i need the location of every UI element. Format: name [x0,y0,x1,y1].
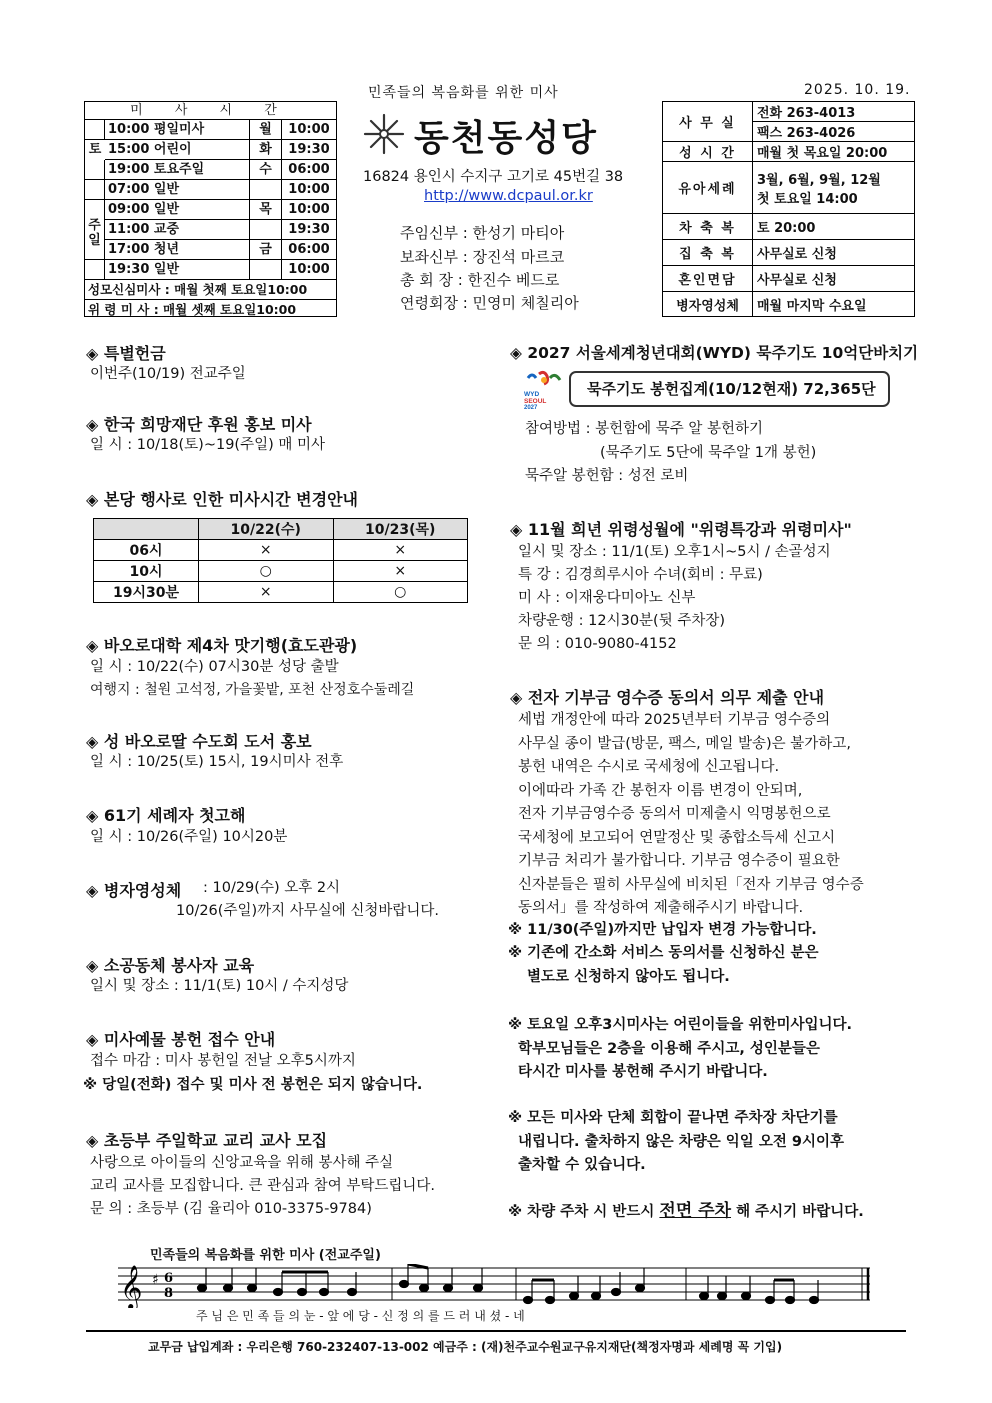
footer-account-info: 교무금 납입계좌 : 우리은행 760-232407-13-002 예금주 : (재)천주교수원교구유지재단(책정자명과 세례명 꼭 기입) [148,1340,783,1354]
saturday-label: 토 [85,140,105,160]
marriage-value: 사무실로 신청 [757,273,837,288]
wyd-logo-text: WYD [524,391,540,398]
mass-schedule-table [84,101,337,317]
office-label: 사 무 실 [663,102,753,141]
table-cell: × [199,540,334,561]
table-row [94,582,468,603]
mass-note: 위 령 미 사 : 매월 셋째 토요일10:00 [88,302,297,317]
table-header [94,519,199,540]
notice-parking-front [508,1200,864,1223]
baptism-months: 3월, 6월, 9월, 12월 [757,172,881,188]
text-line: 전자 기부금영수증 동의서 미제출시 익명봉헌으로 [518,806,831,822]
section-text: 특 강 : 김경희루시아 수녀(회비 : 무료) [518,567,763,583]
mass-row [85,120,336,140]
svg-text:SEOUL: SEOUL [524,398,547,405]
svg-text:6: 6 [164,1271,174,1286]
music-lyrics: 주 님 은 민 족 들 의 눈 - 앞 에 당 - 신 정 의 를 드 러 내 셨 - 네 [196,1309,525,1323]
section-text: 여행지 : 철원 고석정, 가을꽃밭, 포천 산정호수둘레길 [90,682,415,698]
clergy-line: 연령회장 : 민영미 체칠리아 [400,294,579,312]
house-blessing-value: 사무실로 신청 [757,247,837,262]
table-header: 10/23(목) [333,519,468,540]
car-blessing-label: 차 축 복 [663,214,753,239]
table-cell: 10시 [94,561,199,582]
section-title: ◈ 소공동체 봉사자 교육 [86,956,255,975]
table-row [94,561,468,582]
church-address: 16824 용인시 수지구 고기로 45번길 38 [363,169,624,185]
section-text: 미 사 : 이재웅다미아노 신부 [518,590,696,606]
mass-row [85,140,336,160]
top-motto: 민족들의 복음화를 위한 미사 [368,85,559,101]
mass-row [85,160,336,180]
table-cell: 19시30분 [94,582,199,603]
weekday-time: 19:30 [288,142,330,157]
mass-time: 15:00 어린이 [105,140,250,159]
mass-time: 17:00 청년 [105,240,250,259]
section-title: ◈ 초등부 주일학교 교리 교사 모집 [86,1131,328,1150]
weekday [250,260,282,279]
music-title: 민족들의 복음화를 위한 미사 (전교주일) [150,1248,381,1263]
text-line: 이에따라 가족 간 봉헌자 이름 변경이 안되며, [518,782,803,799]
section-text: 차량운행 : 12시30분(뒷 주차장) [518,613,725,629]
rosary-count-box: 묵주기도 봉헌집계(10/12현재) 72,365단 [569,371,890,407]
section-text: 일 시 : 10/22(수) 07시30분 성당 출발 [90,659,339,675]
bulletin-date: 2025. 10. 19. [804,82,911,98]
clergy-line: 보좌신부 : 장진석 마르코 [400,248,565,266]
notice-emphasis: 전면 주차 [659,1201,732,1221]
weekday [250,220,282,239]
svg-text:2027: 2027 [524,405,538,410]
section-text: : 10/29(수) 오후 2시 [203,880,341,896]
text-line: 동의서」를 작성하여 제출해주시기 바랍니다. [518,900,804,916]
section-text: 일 시 : 10/18(토)~19(주일) 매 미사 [90,437,326,453]
mass-row [85,240,336,260]
weekday [250,180,282,199]
svg-text:♯: ♯ [152,1272,159,1288]
section-text: 사랑으로 아이들의 신앙교육을 위해 봉사해 주실 [90,1155,394,1171]
section-text: (묵주기도 5단에 묵주알 1개 봉헌) [600,445,817,461]
weekday: 금 [250,240,282,259]
section-text: 접수 마감 : 미사 봉헌일 전날 오후5시까지 [90,1053,356,1069]
notice-parking-gate: ※ 모든 미사와 단체 회합이 끝나면 주차장 차단기를 [508,1110,838,1126]
text-line: 봉헌 내역은 수시로 국세청에 신고됩니다. [518,759,780,775]
car-blessing-value: 토 20:00 [757,221,816,236]
notice-kids-mass: 학부모님들은 2층을 이용해 주시고, 성인분들은 [518,1041,820,1057]
church-name: 동천동성당 [414,118,598,159]
baptism-time: 첫 토요일 14:00 [757,191,858,207]
receipt-notice-body [518,709,918,921]
text-line: 사무실 종이 발급(방문, 팩스, 메일 발송)은 불가하고, [518,735,851,752]
table-cell: ○ [199,561,334,582]
svg-text:8: 8 [164,1286,174,1301]
notice-kids-mass: 타시간 미사를 봉헌해 주시기 바랍니다. [518,1064,768,1080]
section-text: 이번주(10/19) 전교주일 [90,366,246,382]
office-phone: 전화 263-4013 [753,102,914,122]
sick-communion-value: 매월 마지막 수요일 [757,298,867,314]
section-text: 10/26(주일)까지 사무실에 신청바랍니다. [176,903,440,919]
notice-parking-gate: 내립니다. 출차하지 않은 차량은 익일 오전 9시이후 [518,1134,845,1150]
wyd-logo-icon [522,368,566,410]
mass-row [85,180,336,200]
sunday-label: 주일 [85,218,104,248]
weekday-time: 19:30 [288,222,330,237]
text-line: 국세청에 보고되어 연말정산 및 종합소득세 신고시 [518,829,836,846]
weekday: 월 [250,120,282,139]
clergy-line: 총 회 장 : 한진수 베드로 [400,271,560,289]
section-text: 묵주알 봉헌함 : 성전 로비 [525,468,689,484]
clergy-line: 주임신부 : 한성기 마티아 [400,224,565,242]
weekday: 화 [250,140,282,159]
section-notice: ※ 기존에 간소화 서비스 동의서를 신청하신 분은 [508,945,819,961]
mass-time: 10:00 평일미사 [105,120,250,139]
table-cell: × [199,582,334,603]
weekday-time: 10:00 [288,202,330,217]
church-website-link[interactable]: http://www.dcpaul.or.kr [424,188,593,204]
section-title: ◈ 전자 기부금 영수증 동의서 의무 제출 안내 [510,688,825,707]
baptism-label: 유아세례 [663,162,753,213]
mass-time: 07:00 일반 [105,180,250,199]
section-title: ◈ 병자영성체 [86,881,182,900]
music-staff [118,1264,884,1308]
notice-parking-gate: 출차할 수 있습니다. [518,1157,646,1173]
weekday-time: 10:00 [288,122,330,137]
section-text: 문 의 : 010-9080-4152 [518,636,677,652]
section-title: ◈ 한국 희망재단 후원 홍보 미사 [86,415,312,434]
weekday-time: 10:00 [288,182,330,197]
footer-divider [86,1330,906,1332]
text-line: 기부금 처리가 불가합니다. 기부금 영수증이 필요한 [518,853,840,869]
section-title: ◈ 바오로대학 제4차 맛기행(효도관광) [86,636,358,655]
office-fax: 팩스 263-4026 [757,126,856,141]
section-text: 일 시 : 10/25(토) 15시, 19시미사 전후 [90,754,344,770]
table-cell: ○ [333,582,468,603]
mass-time: 19:30 일반 [105,260,250,279]
table-header: 10/22(수) [199,519,334,540]
table-cell: × [333,540,468,561]
weekday: 수 [250,160,282,179]
section-title: ◈ 2027 서울세계청년대회(WYD) 묵주기도 10억단바치기 [510,344,919,362]
section-notice: ※ 11/30(주일)까지만 납입자 변경 가능합니다. [508,922,817,938]
sick-communion-label: 병자영성체 [663,292,753,316]
svg-text:𝄞: 𝄞 [120,1265,143,1308]
house-blessing-label: 집 축 복 [663,240,753,265]
section-notice: ※ 당일(전화) 접수 및 미사 전 봉헌은 되지 않습니다. [83,1077,423,1093]
mass-row [85,200,336,220]
text-line: 신자분들은 필히 사무실에 비치된「전자 기부금 영수증 [518,876,864,893]
mass-time: 19:00 토요주일 [105,160,250,179]
weekday-time: 06:00 [288,162,330,177]
weekday-time: 10:00 [288,262,330,277]
section-text: 일 시 : 10/26(주일) 10시20분 [90,829,288,845]
holy-hour-label: 성 시 간 [663,142,753,161]
section-title: ◈ 미사예물 봉헌 접수 안내 [86,1030,276,1049]
mass-time: 09:00 일반 [105,200,250,219]
notice-text: ※ 차량 주차 시 반드시 [508,1204,660,1220]
mass-note: 성모신심미사 : 매월 첫째 토요일10:00 [85,280,336,300]
section-title: ◈ 11월 희년 위령성월에 "위령특강과 위령미사" [510,520,852,539]
text-line: 세법 개정안에 따라 2025년부터 기부금 영수증의 [518,712,831,728]
section-text: 일시 및 장소 : 11/1(토) 10시 / 수지성당 [90,978,349,994]
weekday: 목 [250,200,282,219]
section-text: 참여방법 : 봉헌함에 묵주 알 봉헌하기 [525,421,764,437]
table-row [94,540,468,561]
schedule-change-table [93,518,468,603]
marriage-label: 혼인면담 [663,266,753,291]
cross-logo-icon [362,112,406,156]
holy-hour-value: 매월 첫 목요일 20:00 [757,146,888,161]
table-cell: × [333,561,468,582]
section-text: 일시 및 장소 : 11/1(토) 오후1시~5시 / 손골성지 [518,544,831,560]
section-title: ◈ 본당 행사로 인한 미사시간 변경안내 [86,490,358,509]
notice-kids-mass: ※ 토요일 오후3시미사는 어린이들을 위한미사입니다. [508,1017,853,1033]
mass-row [85,260,336,280]
mass-schedule-title: 미 사 시 간 [85,102,336,120]
mass-time: 11:00 교중 [105,220,250,239]
section-text: 교리 교사를 모집합니다. 큰 관심과 참여 부탁드립니다. [90,1178,436,1194]
section-notice: 별도로 신청하지 않아도 됩니다. [527,969,730,985]
section-text: 문 의 : 초등부 (김 율리아 010-3375-9784) [90,1201,372,1217]
table-cell: 06시 [94,540,199,561]
notice-text: 해 주시기 바랍니다. [731,1204,864,1220]
office-info-table [662,101,915,317]
mass-row [85,220,336,240]
section-title: ◈ 61기 세례자 첫고해 [86,806,246,825]
section-title: ◈ 특별헌금 [86,344,166,363]
section-title: ◈ 성 바오로딸 수도회 도서 홍보 [86,732,312,751]
weekday-time: 06:00 [288,242,330,257]
